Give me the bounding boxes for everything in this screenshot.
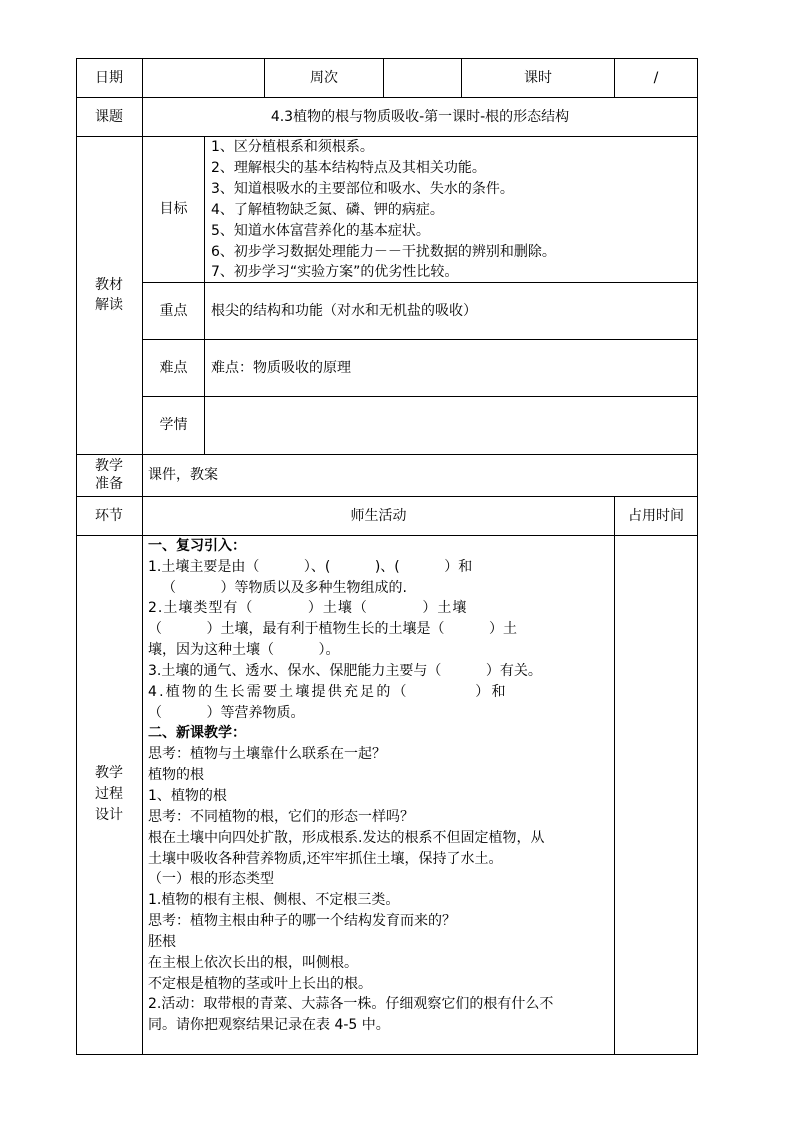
date-label: 日期	[95, 69, 123, 86]
prep-label-line1: 教学	[95, 458, 123, 474]
lesson-line: 1.植物的根有主根、侧根、不定根三类。	[148, 892, 400, 908]
material-label-line1: 教材	[95, 277, 123, 293]
goal-item: 3、知道根吸水的主要部位和吸水、失水的条件。	[211, 181, 514, 197]
prep-value: 课件，教案	[148, 467, 218, 483]
date-value[interactable]	[143, 58, 264, 97]
activity-header: 师生活动	[350, 507, 407, 524]
prep-label-line2: 准备	[95, 476, 123, 492]
topic-value: 4.3植物的根与物质吸收-第一课时-根的形态结构	[270, 108, 570, 125]
lesson-line: 同。请你把观察结果记录在表 4-5 中。	[148, 1017, 390, 1033]
goals-label: 目标	[159, 201, 188, 217]
review-question-3: 3.土壤的通气、透水、保水、保肥能力主要与（ ）有关。	[148, 663, 542, 679]
review-question-1b: （ ）等物质以及多种生物组成的.	[162, 580, 407, 596]
time-value[interactable]	[615, 536, 697, 1054]
stage-header: 环节	[95, 507, 123, 524]
review-question-1a: 1.土壤主要是由（ ）、( )、( ）和	[148, 559, 473, 575]
difficulty-value: 难点：物质吸收的原理	[211, 359, 351, 376]
learning-label: 学情	[159, 417, 188, 433]
week-label: 周次	[310, 69, 338, 86]
material-label-line2: 解读	[95, 297, 123, 313]
difficulty-label: 难点	[159, 359, 188, 376]
lesson-line: 1、植物的根	[148, 788, 227, 804]
time-header: 占用时间	[628, 507, 684, 524]
lesson-line: 思考：植物主根由种子的哪一个结构发育而来的？	[148, 913, 456, 929]
table-border-bottom	[76, 1054, 698, 1055]
section-review-heading: 一、复习引入：	[148, 538, 246, 554]
goal-item: 7、初步学习“实验方案”的优劣性比较。	[211, 264, 459, 280]
key-value: 根尖的结构和功能（对水和无机盐的吸收）	[211, 302, 477, 319]
goal-item: 5、知道水体富营养化的基本症状。	[211, 223, 430, 239]
period-value: /	[653, 69, 659, 86]
lesson-line: 植物的根	[148, 767, 204, 783]
review-question-2c: 壤，因为这种土壤（ ）。	[148, 642, 340, 658]
process-label	[76, 535, 142, 1054]
lesson-line: 土壤中吸收各种营养物质,还牢牢抓住土壤，保持了水土。	[148, 851, 503, 867]
process-label-line2: 过程	[95, 786, 123, 802]
lesson-line: 胚根	[148, 934, 176, 950]
col-divider	[204, 136, 205, 454]
review-question-4b: （ ）等营养物质。	[148, 705, 305, 721]
material-label	[76, 136, 142, 454]
review-question-4a: 4.植物的生长需要土壤提供充足的（ ）和	[148, 684, 508, 700]
lesson-line: （一）根的形态类型	[148, 871, 274, 887]
goal-item: 2、理解根尖的基本结构特点及其相关功能。	[211, 160, 486, 176]
period-label: 课时	[524, 69, 552, 86]
lesson-line: 在主根上依次长出的根，叫侧根。	[148, 955, 358, 971]
lesson-line: 2.活动：取带根的青菜、大蒜各一株。仔细观察它们的根有什么不	[148, 996, 554, 1012]
table-border-right	[697, 58, 698, 1055]
week-value[interactable]	[384, 58, 461, 97]
prep-label	[76, 454, 142, 496]
topic-label: 课题	[95, 108, 123, 125]
lesson-line: 不定根是植物的茎或叶上长出的根。	[148, 976, 372, 992]
lesson-line: 思考：植物与土壤靠什么联系在一起？	[148, 746, 386, 762]
process-label-line3: 设计	[95, 807, 123, 823]
goal-item: 6、初步学习数据处理能力－－干扰数据的辨别和删除。	[211, 244, 556, 260]
learning-value[interactable]	[211, 396, 691, 454]
lesson-line: 根在土壤中向四处扩散，形成根系.发达的根系不但固定植物，从	[148, 830, 545, 846]
review-question-2b: （ ）土壤，最有利于植物生长的土壤是（ ）土	[148, 621, 518, 637]
process-label-line1: 教学	[95, 765, 123, 781]
key-label: 重点	[159, 302, 188, 319]
goal-item: 4、了解植物缺乏氮、磷、钾的病症。	[211, 202, 444, 218]
section-new-lesson-heading: 二、新课教学：	[148, 725, 246, 741]
review-question-2a: 2.土壤类型有（ ）土壤（ ）土壤	[148, 600, 468, 616]
lesson-line: 思考：不同植物的根，它们的形态一样吗？	[148, 809, 414, 825]
goal-item: 1、区分植根系和须根系。	[211, 139, 374, 155]
